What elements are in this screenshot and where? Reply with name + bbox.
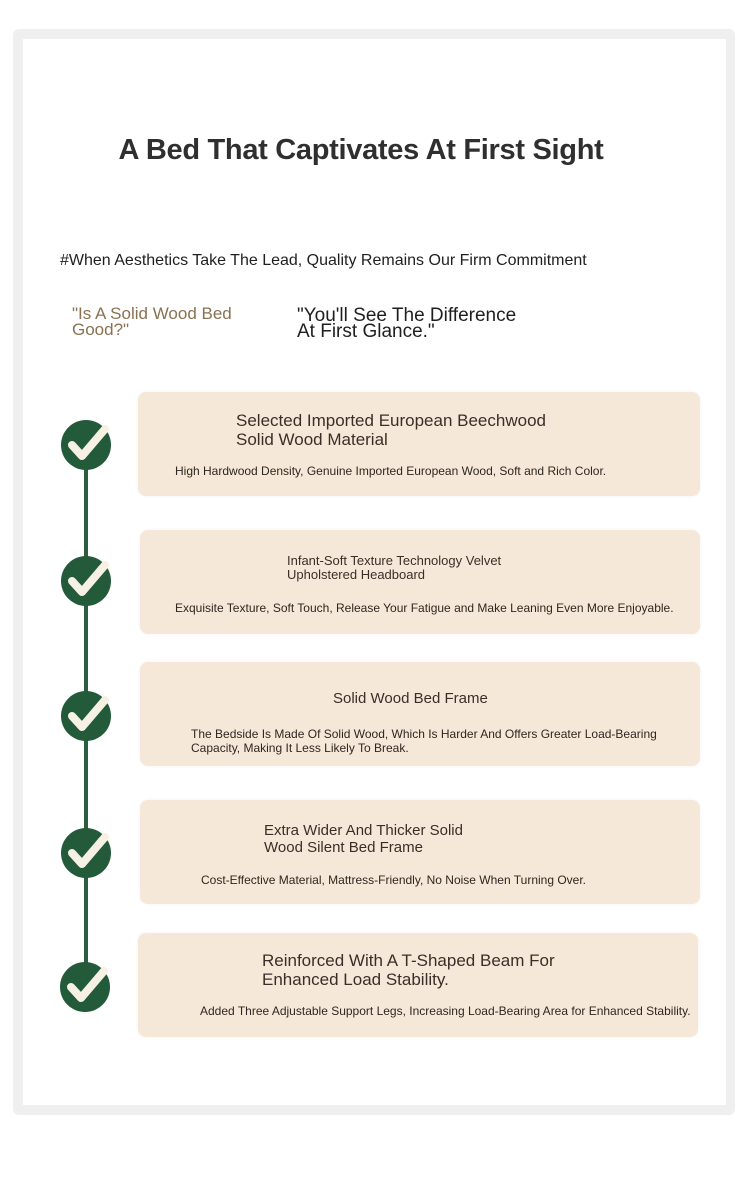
feature-card-3 (140, 662, 700, 766)
feature-title-line-1: Solid Wood Bed Frame (333, 690, 488, 707)
feature-title-line-2: Wood Silent Bed Frame (264, 839, 423, 856)
check-icon (61, 420, 111, 470)
feature-title-line-2: Solid Wood Material (236, 430, 388, 449)
feature-title-line-1: Extra Wider And Thicker Solid (264, 822, 463, 839)
feature-description-line-1: High Hardwood Density, Genuine Imported European Wood, Soft and Rich Color. (175, 464, 607, 478)
feature-title-line-1: Infant-Soft Texture Technology Velvet (287, 553, 502, 568)
page-subtitle: #When Aesthetics Take The Lead, Quality Remains Our Firm Commitment (60, 252, 587, 269)
feature-description-line-1: Added Three Adjustable Support Legs, Increasing Load-Bearing Area for Enhanced Stability. (200, 1004, 691, 1018)
feature-card-5 (138, 933, 698, 1037)
feature-description (175, 601, 695, 615)
feature-title (287, 554, 627, 582)
feature-description (175, 464, 695, 478)
answer-quote-line-1: "You'll See The Difference (297, 305, 517, 326)
question-quote-line-1: "Is A Solid Wood Bed (72, 304, 232, 323)
feature-card-1 (138, 392, 700, 496)
feature-description (191, 727, 691, 755)
check-icon (61, 556, 111, 606)
question-quote-line-2: Good?" (72, 320, 130, 339)
feature-title-line-2: Upholstered Headboard (287, 567, 426, 582)
feature-card-2 (140, 530, 700, 634)
check-icon (61, 691, 111, 741)
answer-quote (297, 305, 537, 342)
feature-card-4 (140, 800, 700, 904)
check-icon (60, 962, 110, 1012)
feature-title (264, 822, 604, 856)
feature-description-line-1: Exquisite Texture, Soft Touch, Release Your Fatigue and Make Leaning Even More Enjoyable. (175, 601, 674, 615)
feature-description-line-1: The Bedside Is Made Of Solid Wood, Which Is Harder And Offers Greater Load-Bearing (191, 727, 657, 741)
question-quote (72, 306, 272, 338)
feature-title (236, 411, 656, 449)
feature-title (333, 690, 633, 707)
feature-title-line-1: Reinforced With A T-Shaped Beam For (262, 951, 555, 970)
feature-description (201, 873, 681, 887)
feature-description-line-1: Cost-Effective Material, Mattress-Friendly, No Noise When Turning Over. (201, 873, 587, 887)
feature-description-line-2: Capacity, Making It Less Likely To Break. (191, 741, 409, 755)
feature-description (200, 1004, 695, 1018)
answer-quote-line-2: At First Glance." (297, 321, 435, 342)
feature-title (262, 951, 622, 989)
feature-title-line-2: Enhanced Load Stability. (262, 970, 449, 989)
check-icon (61, 828, 111, 878)
feature-title-line-1: Selected Imported European Beechwood (236, 411, 546, 430)
page-title: A Bed That Captivates At First Sight (118, 134, 604, 166)
